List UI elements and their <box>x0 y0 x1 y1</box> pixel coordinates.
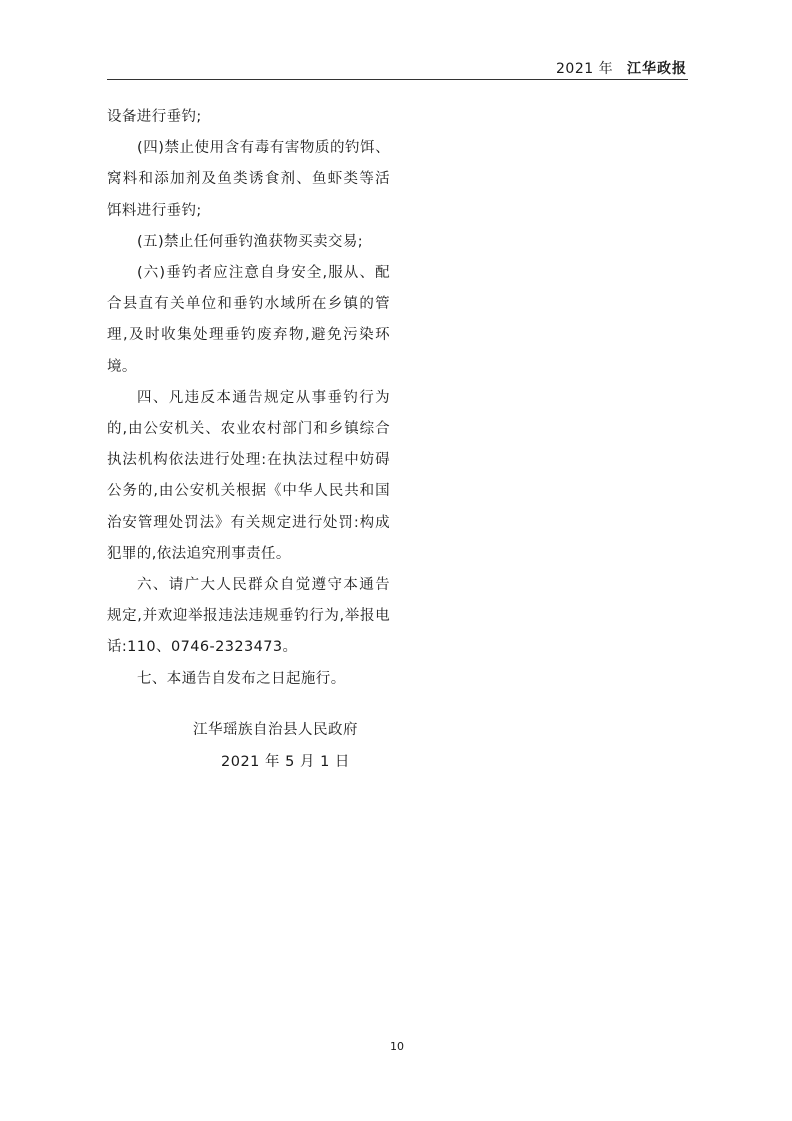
paragraph-article-4: 四、凡违反本通告规定从事垂钓行为的,由公安机关、农业农村部门和乡镇综合执法机构依法进行处理:在执法过程中妨碍公务的,由公安机关根据《中华人民共和国治安管理处罚法》有关规定进行处罚:构成犯罪的,依法追究刑事责任。 <box>107 389 390 562</box>
header-publication-title: 江华政报 <box>627 61 687 77</box>
signature-date: 2021 年 5 月 1 日 <box>221 754 350 770</box>
paragraph-clause-5: (五)禁止任何垂钓渔获物买卖交易; <box>137 233 363 250</box>
paragraph-continuation: 设备进行垂钓; <box>107 109 202 125</box>
page-number: 10 <box>390 1040 404 1053</box>
paragraph-article-6: 六、请广大人民群众自觉遵守本通告规定,并欢迎举报违法违规垂钓行为,举报电话:110、0746-2323473。 <box>107 577 390 656</box>
header-divider <box>107 79 688 80</box>
paragraph-clause-6: (六)垂钓者应注意自身安全,服从、配合县直有关单位和垂钓水域所在乡镇的管理,及时收集处理垂钓废弃物,避免污染环境。 <box>107 265 390 375</box>
signature-organization: 江华瑶族自治县人民政府 <box>193 722 358 738</box>
body-column <box>107 102 390 695</box>
paragraph-article-7: 七、本通告自发布之日起施行。 <box>137 670 346 687</box>
paragraph-clause-4: (四)禁止使用含有毒有害物质的钓饵、窝料和添加剂及鱼类诱食剂、鱼虾类等活饵料进行垂钓; <box>107 140 390 219</box>
header-year: 2021 年 <box>556 61 614 77</box>
